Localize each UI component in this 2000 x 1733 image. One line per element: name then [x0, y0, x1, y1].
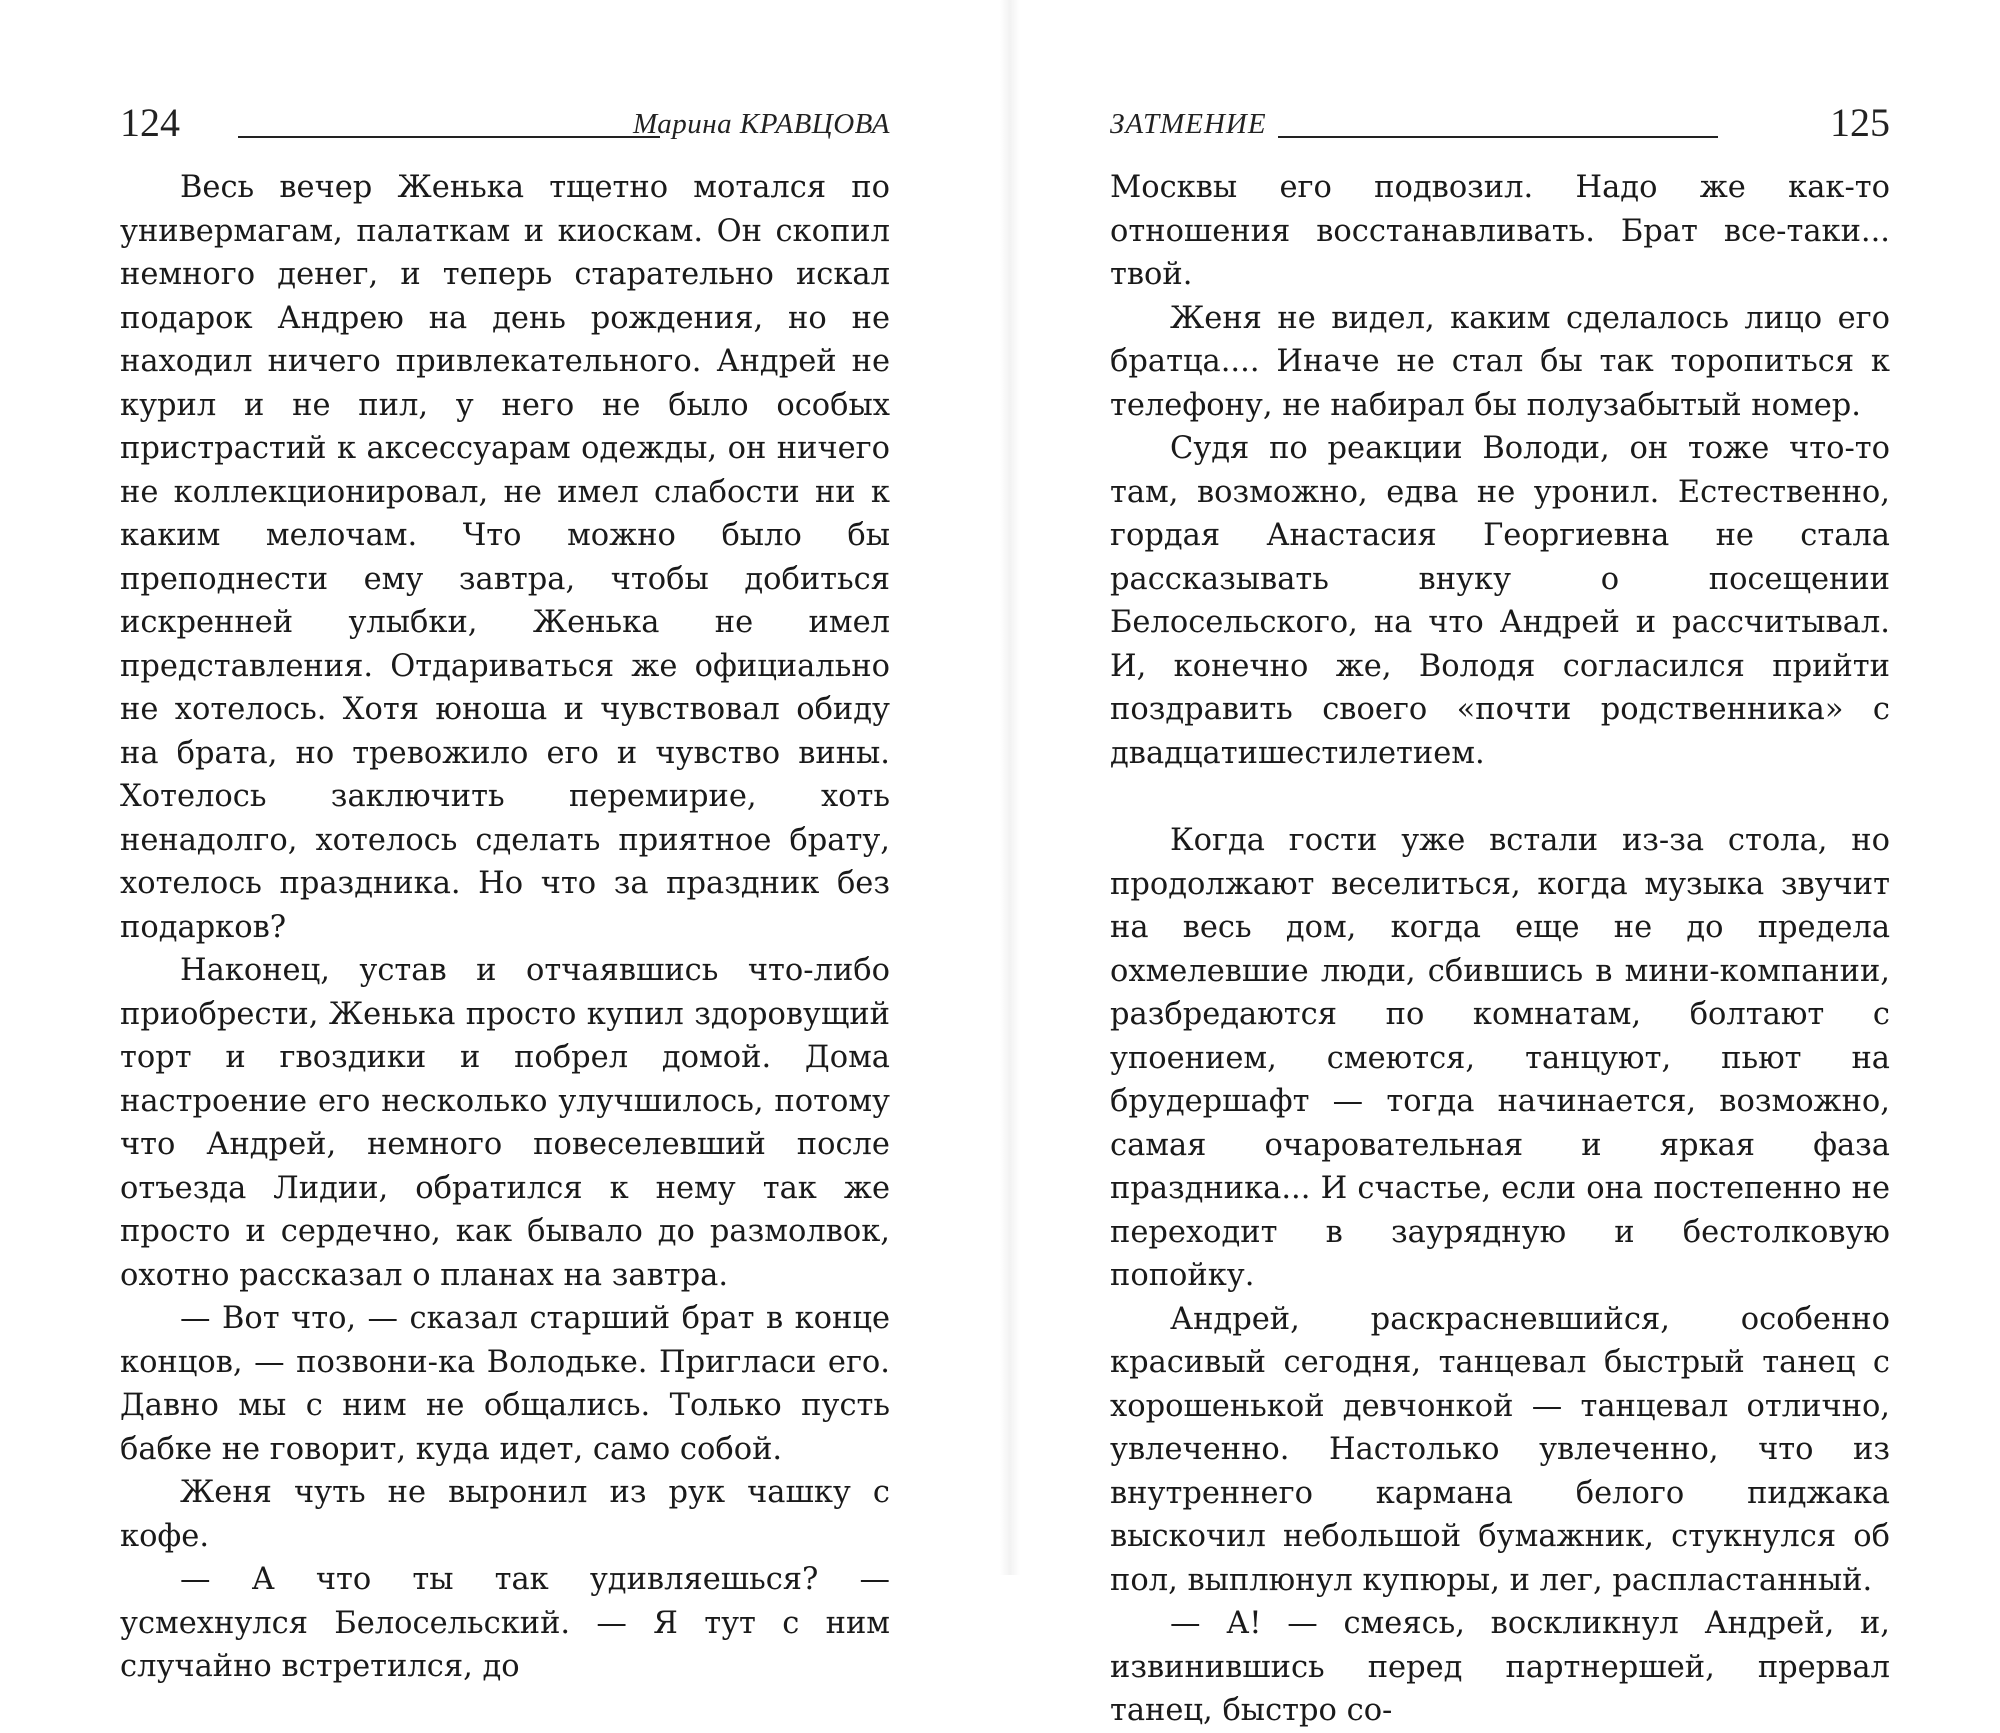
right-paragraph-2: Судя по реакции Володи, он тоже что-то там, возможно, едва не уронил. Естественно, гордая Анастасия Георгиевна не стала рассказывать внуку о посещении Белосельского, на что Андрей и рассчитывал. И, конечно же, Володя согласился прийти поздравить своего «почти родственника» с двадцатишестилетием.: [1110, 431, 1890, 771]
left-paragraph-1: Весь вечер Женька тщетно мотался по универмагам, палаткам и киоскам. Он скопил немного денег, и теперь старательно искал подарок Андрею на день рождения, но не находил ничего привлекательного. Андрей не курил и не пил, у него не было особых пристрастий к аксессуарам одежды, он ничего не коллекционировал, не имел слабости ни к каким мелочам. Что можно было бы преподнести ему завтра, чтобы добиться искренней улыбки, Женька не имел представления. Отдариваться же официально не хотелось. Хотя юноша и чувствовал обиду на брата, но тревожило его и чувство вины. Хотелось заключить перемирие, хоть ненадолго, хотелось сделать приятное брату, хотелось праздника. Но что за праздник без подарков?: [120, 170, 890, 945]
left-paragraph-2: Наконец, устав и отчаявшись что-либо приобрести, Женька просто купил здоровущий торт и гвоздики и побрел домой. Дома настроение его несколько улучшилось, потому что Андрей, немного повеселевший после отъезда Лидии, обратился к нему так же просто и сердечно, как бывало до размолвок, охотно рассказал о планах на завтра.: [120, 953, 890, 1293]
left-paragraph-4: Женя чуть не выронил из рук чашку с кофе.: [120, 1475, 890, 1554]
right-header-rule: [1278, 136, 1718, 138]
left-running-head: [120, 98, 890, 148]
left-page-number: 124: [120, 100, 180, 145]
left-page-text: [120, 166, 890, 1689]
left-header-rule: [238, 136, 660, 138]
left-running-title: Марина КРАВЦОВА: [633, 108, 890, 140]
right-section-paragraph-1: Когда гости уже встали из-за стола, но продолжают веселиться, когда музыка звучит на весь дом, когда еще не до предела охмелевшие люди, сбившись в мини-компании, разбредаются по комнатам, болтают с упоением, смеются, танцуют, пьют на брудершафт — тогда начинается, возможно, самая очаровательная и яркая фаза праздника... И счастье, если она постепенно не переходит в заурядную и бестолковую попойку.: [1110, 823, 1890, 1293]
right-page: [1000, 0, 2000, 1728]
right-page-text: [1110, 166, 1890, 1733]
right-running-head: [1110, 98, 1890, 148]
right-page-number: 125: [1830, 100, 1890, 145]
right-paragraph-1: Женя не видел, каким сделалось лицо его братца.... Иначе не стал бы так торопиться к телефону, не набирал бы полузабытый номер.: [1110, 300, 1890, 423]
right-section-paragraph-3: — А! — смеясь, воскликнул Андрей, и, извинившись перед партнершей, прервал танец, быстро со-: [1110, 1606, 1890, 1728]
left-paragraph-3: — Вот что, — сказал старший брат в конце концов, — позвони-ка Володьке. Пригласи его. Давно мы с ним не общались. Только пусть бабке не говорит, куда идет, само собой.: [120, 1301, 890, 1467]
left-paragraph-5: — А что ты так удивляешься? — усмехнулся Белосельский. — Я тут с ним случайно встретился, до: [120, 1562, 890, 1684]
left-page: [0, 0, 1000, 1684]
right-section-paragraph-2: Андрей, раскрасневшийся, особенно красивый сегодня, танцевал быстрый танец с хорошенькой девчонкой — танцевал отлично, увлеченно. Настолько увлеченно, что из внутреннего кармана белого пиджака выскочил небольшой бумажник, стукнулся об пол, выплюнул купюры, и лег, распластанный.: [1110, 1301, 1890, 1598]
right-running-title: ЗАТМЕНИЕ: [1110, 108, 1267, 140]
right-continuation-text: Москвы его подвозил. Надо же как-то отношения восстанавливать. Брат все-таки... твой.: [1110, 170, 1890, 292]
